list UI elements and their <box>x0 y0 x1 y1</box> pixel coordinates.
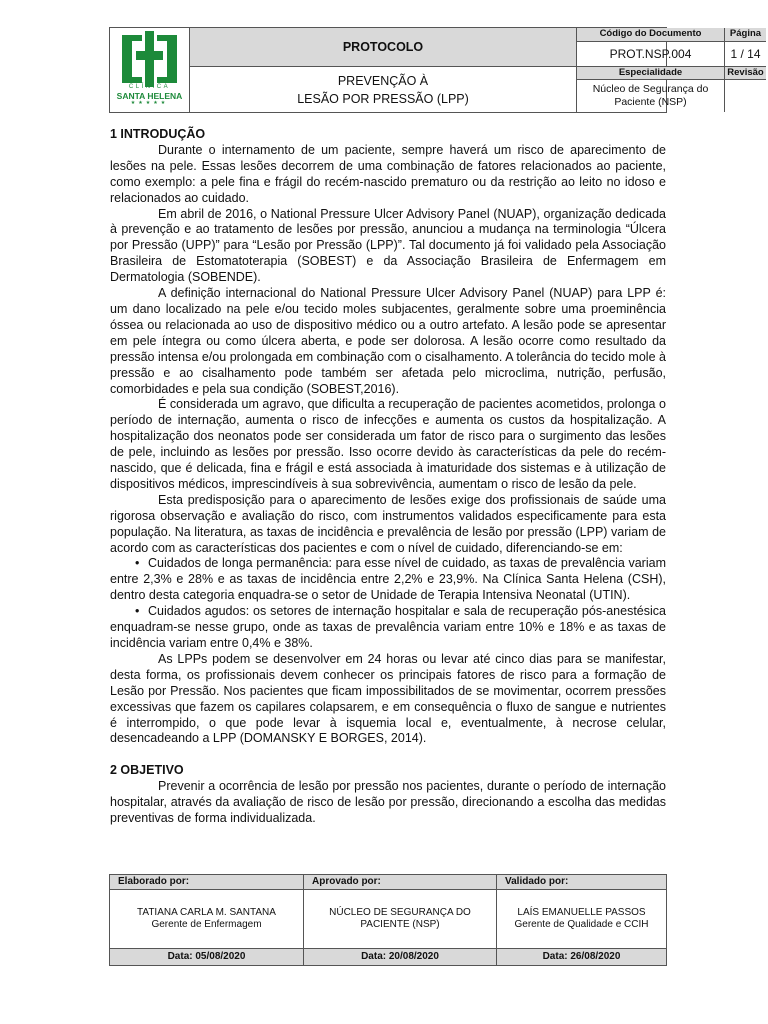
bullet-icon: • <box>135 556 140 571</box>
paragraph: Durante o internamento de um paciente, sempre haverá um risco de aparecimento de lesões na pele. Essas lesões decorrem de uma combinação de fatores relacionados ao paciente, como exemplo: a pele fina e frágil do recém-nascido prematuro ou da restrição ao leito no idoso e relacionados ao cuidado. <box>110 142 666 205</box>
list-item-text: Cuidados de longa permanência: para esse nível de cuidado, as taxas de prevalência variam entre 2,3% e 28% e as taxas de incidência entre 2,2% e 23,9%. Na Clínica Santa Helena (CSH), dentro desta categoria enquadra-se o setor de Unidade de Terapia Intensiva Neonatal (UTIN). <box>110 556 666 603</box>
footer-label: Elaborado por: <box>110 875 303 890</box>
footer-label: Validado por: <box>497 875 666 890</box>
revision-value <box>724 79 766 112</box>
document-body <box>110 127 666 827</box>
title-line-2: LESÃO POR PRESSÃO (LPP) <box>297 91 469 106</box>
section-1-heading: 1 INTRODUÇÃO <box>110 127 206 141</box>
paragraph: Prevenir a ocorrência de lesão por pressão nos pacientes, durante o período de internação hospitalar, através da avaliação de risco de lesão por pressão, direcionando a escolha das medidas preventivas de forma individualizada. <box>110 779 666 826</box>
code-label: Código do Documento <box>576 28 724 41</box>
logo-name: SANTA HELENA <box>116 91 183 101</box>
signer-role: Gerente de Qualidade e CCIH <box>514 919 649 930</box>
paragraph: Em abril de 2016, o National Pressure Ulcer Advisory Panel (NUAP), organização dedicada à prevenção e ao tratamento de lesões por pressão, anunciou a mudança na terminologia “Úlcera por Pressão (UPP)” para “Lesão por Pressão (LPP)”. Tal documento já foi validado pela Associação Brasileira de Estomatoterapia (SOBEST) e da Associação Brasileira de Enfermagem em Dermatologia (SOBENDE). <box>110 206 666 285</box>
footer-date: Data: 05/08/2020 <box>110 949 303 965</box>
footer-date: Data: 26/08/2020 <box>497 949 666 965</box>
footer-signer <box>304 890 496 949</box>
paragraph: A definição internacional do National Pressure Ulcer Advisory Panel (NUAP) para LPP é: um dano localizado na pele e/ou tecido moles subjacentes, geralmente sobre uma proeminência óssea ou relacionada ao uso de dispositivo médico ou a outro artefato. A lesão pode se apresentar em pele íntegra ou como úlcera aberta, e pode ser dolorosa. A lesão ocorre como resultado da pressão intensa e/ou prolongada em combinação com o cisalhamento. A tolerância do tecido mole à pressão e ao cisalhamento pode também ser afetada pelo microclima, nutrição, perfusão, comorbidades e pela sua condição (SOBEST,2016). <box>110 286 666 396</box>
title-line-1: PREVENÇÃO À <box>337 73 429 88</box>
list-item-text: Cuidados agudos: os setores de internação hospitalar e sala de recuperação pós-anestésica enquadram-se nesse grupo, onde as taxas de prevalência variam entre 10% e 18% e as taxas de incidência variam entre 0,4% e 38%. <box>110 604 666 650</box>
footer-signer <box>110 890 303 949</box>
section-2-heading: 2 OBJETIVO <box>110 763 184 778</box>
page-label: Página <box>724 28 766 41</box>
signer-role: Gerente de Enfermagem <box>151 919 262 930</box>
list-item <box>110 556 666 604</box>
document-title <box>189 66 576 112</box>
approval-footer <box>109 874 667 966</box>
code-value: PROT.NSP.004 <box>576 41 724 66</box>
specialty-line-2: Paciente (NSP) <box>614 96 687 108</box>
protocol-label: PROTOCOLO <box>189 28 576 66</box>
footer-signer <box>497 890 666 949</box>
footer-col-elaborated <box>110 875 303 965</box>
specialty-line-1: Núcleo de Segurança do <box>592 83 709 95</box>
footer-col-validated <box>496 875 666 965</box>
specialty-label: Especialidade <box>576 66 724 79</box>
bullet-icon: • <box>135 604 140 619</box>
signer-name: NÚCLEO DE SEGURANÇA DO <box>329 907 471 918</box>
logo-cell <box>110 28 189 112</box>
logo-stars: ★★★★★ <box>130 100 169 106</box>
revision-label: Revisão <box>724 66 766 79</box>
paragraph: As LPPs podem se desenvolver em 24 horas ou levar até cinco dias para se manifestar, desta forma, os profissionais devem conhecer os principais fatores de risco para a formação de Lesão por Pressão. Nos pacientes que ficam impossibilitados de se movimentar, ocorrem pressões excessivas que fazem os capilares colapsarem, e em consequência o fluxo de sangue e nutrientes é interrompido, o que pode levar à isquemia local e, eventualmente, à necrose celular, desencadeando a LPP (DOMANSKY E BORGES, 2014). <box>110 651 666 746</box>
footer-date: Data: 20/08/2020 <box>304 949 496 965</box>
list-item <box>110 604 666 652</box>
footer-col-approved <box>303 875 496 965</box>
footer-label: Aprovado por: <box>304 875 496 890</box>
signer-name: LAÍS EMANUELLE PASSOS <box>517 907 646 918</box>
paragraph: Esta predisposição para o aparecimento de lesões exige dos profissionais de saúde uma rigorosa observação e avaliação do risco, com instrumentos validados especificamente para esta população. Na literatura, as taxas de incidência e prevalência de lesão por pressão (LPP) variam de acordo com as características dos pacientes e com o nível de cuidado, diferenciando-se em: <box>110 492 666 555</box>
signer-name: TATIANA CARLA M. SANTANA <box>137 907 276 918</box>
specialty-value <box>576 79 724 112</box>
signer-role: PACIENTE (NSP) <box>360 919 440 930</box>
bullet-list <box>110 556 666 651</box>
page-value: 1 / 14 <box>724 41 766 66</box>
logo-top-text: CLÍNICA <box>128 84 171 90</box>
document-header <box>109 27 764 113</box>
paragraph: É considerada um agravo, que dificulta a recuperação de pacientes acometidos, prolonga o período de internação, aumenta o risco de infecções e aumenta os custos da hospitalização. A hospitalização dos neonatos pode ser considerada um fator de risco para o surgimento das lesões de pele, incluindo as lesões por pressão. Isso ocorre devido às características da pele do recém-nascido, que é delicada, fina e frágil e está associada à imaturidade dos sistemas e à utilização de dispositivos médicos, imprescindíveis à sua sobrevivência, aumentam o risco de lesão da pele. <box>110 397 666 491</box>
